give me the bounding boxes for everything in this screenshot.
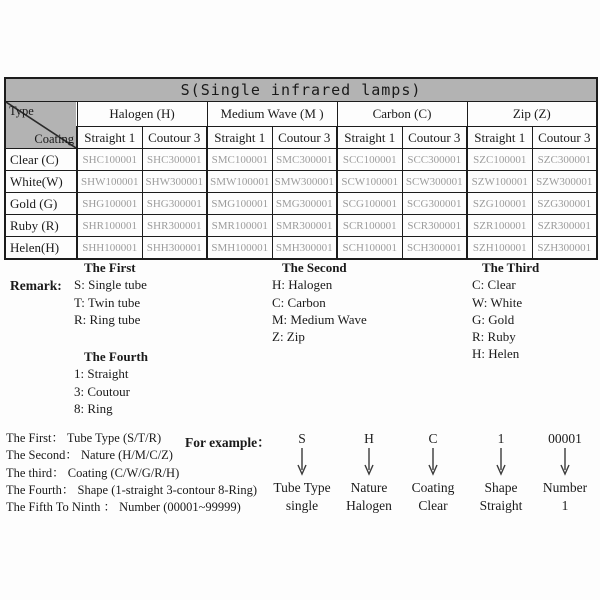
down-arrow-icon <box>494 448 508 476</box>
code-cell: SCW300001 <box>402 171 467 193</box>
remark-item: R: Ruby <box>472 329 516 345</box>
group-header-zip: Zip (Z) <box>467 102 597 127</box>
remark-item: Z: Zip <box>272 329 305 345</box>
code-cell: SCC300001 <box>402 149 467 171</box>
remark-item: S: Single tube <box>74 277 147 293</box>
remark-heading: The Third <box>482 260 540 275</box>
group-header-medium-wave: Medium Wave (M ) <box>207 102 337 127</box>
example-code: S <box>298 431 306 446</box>
group-header-carbon: Carbon (C) <box>337 102 467 127</box>
down-arrow-icon <box>295 448 309 476</box>
remark-item: C: Clear <box>472 277 516 293</box>
remark-item: G: Gold <box>472 311 515 327</box>
row-label: White(W) <box>5 171 77 193</box>
code-cell: SZR100001 <box>467 215 532 237</box>
example-value: Clear <box>418 498 448 513</box>
table-row <box>5 215 597 237</box>
example-code: C <box>428 431 438 446</box>
code-cell: SHH100001 <box>77 237 142 260</box>
table-row <box>5 237 597 260</box>
for-example-label: For example： <box>185 435 271 450</box>
table-body <box>5 149 597 260</box>
code-cell: SMW100001 <box>207 171 272 193</box>
example-value: 1 <box>561 498 569 513</box>
code-cell: SZH100001 <box>467 237 532 260</box>
remark-item: 3: Coutour <box>74 383 130 399</box>
remark-column-second <box>272 259 367 345</box>
subheader-cell: Coutour 3 <box>142 127 207 149</box>
example-code: 00001 <box>548 431 582 446</box>
lamp-code-table <box>4 77 598 260</box>
remark-column-third <box>472 259 539 363</box>
code-cell: SZH300001 <box>532 237 597 260</box>
code-cell: SCR300001 <box>402 215 467 237</box>
code-cell: SMG300001 <box>272 193 337 215</box>
code-cell: SCG100001 <box>337 193 402 215</box>
remark-label: Remark: <box>10 278 62 293</box>
table-row <box>5 149 597 171</box>
down-arrow-icon <box>558 448 572 476</box>
example-value: Straight <box>479 498 523 513</box>
legend-line: The third： Coating (C/W/G/R/H) <box>6 465 180 480</box>
code-cell: SHC300001 <box>142 149 207 171</box>
code-cell: SMH100001 <box>207 237 272 260</box>
remark-heading: The Fourth <box>84 349 148 364</box>
example-label: Number <box>542 480 588 495</box>
remark-item: H: Helen <box>472 346 520 362</box>
code-cell: SCG300001 <box>402 193 467 215</box>
code-cell: SZC300001 <box>532 149 597 171</box>
code-cell: SHG100001 <box>77 193 142 215</box>
example-label: Coating <box>411 480 455 495</box>
code-cell: SZG300001 <box>532 193 597 215</box>
code-cell: SHW300001 <box>142 171 207 193</box>
table-row <box>5 171 597 193</box>
example-row <box>0 431 600 526</box>
example-label: Shape <box>484 480 518 495</box>
row-label: Gold (G) <box>5 193 77 215</box>
remark-heading: The Second <box>282 260 347 275</box>
code-cell: SHH300001 <box>142 237 207 260</box>
row-label: Ruby (R) <box>5 215 77 237</box>
legend-line: The Fifth To Ninth ： Number (00001~99999) <box>6 500 241 515</box>
row-label: Clear (C) <box>5 149 77 171</box>
group-header-halogen: Halogen (H) <box>77 102 207 127</box>
code-cell: SMG100001 <box>207 193 272 215</box>
code-cell: SMW300001 <box>272 171 337 193</box>
code-cell: SMR100001 <box>207 215 272 237</box>
remark-heading: The First <box>84 260 136 275</box>
code-cell: SMC300001 <box>272 149 337 171</box>
example-value: single <box>285 498 319 513</box>
subheader-cell: Straight 1 <box>207 127 272 149</box>
remark-item: M: Medium Wave <box>272 311 367 327</box>
example-code: 1 <box>497 431 505 446</box>
subheader-cell: Coutour 3 <box>402 127 467 149</box>
remark-item: W: White <box>472 294 523 310</box>
remark-column-fourth <box>74 348 148 417</box>
code-cell: SHR300001 <box>142 215 207 237</box>
example-column <box>523 431 600 515</box>
subheader-cell: Straight 1 <box>467 127 532 149</box>
code-cell: SMR300001 <box>272 215 337 237</box>
code-cell: SCW100001 <box>337 171 402 193</box>
table-title: S(Single infrared lamps) <box>5 78 597 102</box>
table-row <box>5 193 597 215</box>
title-row <box>5 78 597 102</box>
code-cell: SHG300001 <box>142 193 207 215</box>
code-cell: SHC100001 <box>77 149 142 171</box>
group-header-row <box>5 102 597 127</box>
legend-line: The First： Tube Type (S/T/R) <box>6 431 162 445</box>
remark-item: 8: Ring <box>74 400 113 416</box>
example-value: Halogen <box>346 498 392 513</box>
remark-item: R: Ring tube <box>74 311 141 327</box>
corner-type-label: Type <box>9 104 34 118</box>
code-cell: SZW100001 <box>467 171 532 193</box>
legend-line: The Fourth： Shape (1-straight 3-contour 8-Ring) <box>6 482 257 497</box>
down-arrow-icon <box>426 448 440 476</box>
example-code: H <box>364 431 374 446</box>
code-cell: SHR100001 <box>77 215 142 237</box>
code-cell: SZG100001 <box>467 193 532 215</box>
code-cell: SHW100001 <box>77 171 142 193</box>
code-cell: SZC100001 <box>467 149 532 171</box>
sub-header-row <box>5 127 597 149</box>
remark-item: 1: Straight <box>74 366 129 382</box>
remark-column-first <box>74 259 147 328</box>
code-cell: SCR100001 <box>337 215 402 237</box>
subheader-cell: Straight 1 <box>77 127 142 149</box>
subheader-cell: Coutour 3 <box>272 127 337 149</box>
code-cell: SCH100001 <box>337 237 402 260</box>
subheader-cell: Coutour 3 <box>532 127 597 149</box>
example-label: Nature <box>350 480 388 495</box>
legend-line: The Second： Nature (H/M/C/Z) <box>6 448 173 463</box>
code-cell: SZW300001 <box>532 171 597 193</box>
type-coating-corner-cell <box>5 102 77 149</box>
subheader-cell: Straight 1 <box>337 127 402 149</box>
remark-item: T: Twin tube <box>74 294 141 310</box>
row-label: Helen(H) <box>5 237 77 260</box>
code-cell: SMH300001 <box>272 237 337 260</box>
code-cell: SCH300001 <box>402 237 467 260</box>
corner-coating-label: Coating <box>34 132 74 146</box>
example-label: Tube Type <box>273 480 331 495</box>
code-cell: SZR300001 <box>532 215 597 237</box>
remark-item: C: Carbon <box>272 294 326 310</box>
remark-item: H: Halogen <box>272 277 333 293</box>
down-arrow-icon <box>362 448 376 476</box>
code-cell: SCC100001 <box>337 149 402 171</box>
code-cell: SMC100001 <box>207 149 272 171</box>
